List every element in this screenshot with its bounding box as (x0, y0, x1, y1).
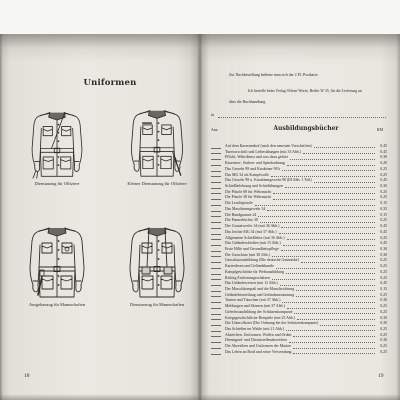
book-title: Das Gewehr 98 und Karabiner 98 k (225, 166, 281, 171)
leader-dots (293, 336, 375, 337)
leader-dots (272, 279, 375, 280)
top-edge-shadow (0, 34, 400, 62)
book-title: Gefechtsausbildung der Schützenkompanie (225, 309, 293, 314)
book-price: 0,25 (380, 258, 387, 263)
page-number: 18 (24, 373, 30, 379)
quantity-blank (211, 339, 221, 343)
leader-dots (283, 245, 375, 246)
book-title: Der Granatwerfer 34 (mit 36 Abb.) (225, 224, 280, 229)
book-title: Kriegsgeschichtliche Beispiele (mit 25 Abb.) (225, 315, 296, 320)
book-price: 0,30 (380, 298, 387, 303)
quantity-blank (211, 259, 221, 263)
book-title: Abzeichen, Uniformen, Waffen und Orden (225, 332, 292, 337)
book-price: 0,45 (380, 229, 387, 234)
book-title: Erste Hilfe und Gesundheitspflege (225, 246, 279, 251)
leader-dots (320, 325, 375, 326)
uniform-figure (5, 108, 109, 186)
book-price: 0,25 (380, 264, 387, 269)
uniform-figure (113, 223, 200, 307)
book-price: 0,25 (380, 292, 387, 297)
leader-dots (286, 330, 375, 331)
quantity-blank (211, 213, 221, 217)
book-list (211, 144, 387, 356)
address-label: in (211, 113, 215, 117)
book-title: Dienstgrad- und Dienststellenabzeichen (225, 338, 288, 343)
book-title: Das Geländeweisen (mit 12 Abb.) (225, 281, 278, 286)
book-price: 0,25 (380, 189, 387, 194)
leader-dots (297, 319, 375, 320)
book-title: Kartenlesen und Geländekunde (225, 264, 274, 269)
leader-dots (273, 199, 375, 200)
page-title: Uniformen (83, 78, 137, 88)
book-price: 0,25 (380, 309, 387, 314)
book-price: 0,45 (380, 281, 387, 286)
book-title: Das Geländeschießen (mit 15 Abb.) (225, 241, 281, 246)
quantity-blank (211, 156, 221, 160)
book-price: 0,45 (380, 241, 387, 246)
quantity-blank (211, 311, 221, 315)
leader-dots (272, 256, 375, 257)
book-title: Der Unteroffizier (Die Ordnung bei der Schützenkompanie) (225, 321, 319, 326)
quantity-blank (211, 333, 221, 337)
address-blank-line (218, 117, 386, 118)
quantity-blank (211, 145, 221, 149)
leader-dots (294, 313, 375, 314)
figure-caption: Ausgehanzug für Mannschaften (28, 302, 86, 307)
book-title: Meldungen und Skizzen (mit 37 Abb.) (225, 304, 285, 309)
book-price: 0,30 (380, 338, 387, 343)
book-price: 0,30 (380, 155, 387, 160)
officer-service-uniform-sketch (29, 108, 85, 180)
order-instruction: Zur Nachbestellung bediene man sich der 2 Pf. Postkarte. (229, 73, 319, 77)
book-price: 0,25 (380, 172, 387, 177)
figure-caption: Dienstanzug für Offiziere (34, 181, 80, 186)
book-price: 0,30 (380, 246, 387, 251)
leader-dots (282, 302, 375, 303)
book-title: Die Abzeichen und Uniformen der Marine (225, 344, 292, 349)
enlisted-service-uniform-sketch (126, 223, 188, 301)
quantity-blank (211, 276, 221, 280)
leader-dots (293, 353, 375, 354)
leader-dots (290, 159, 375, 160)
open-booklet (0, 34, 400, 400)
book-price: 0,20 (380, 161, 387, 166)
book-title: Das Maschinengewehr 34 (225, 206, 266, 211)
book-price: 0,25 (380, 349, 387, 354)
book-title: Geländebeurteilung und Geländeausnutzung (225, 292, 295, 297)
leader-dots (296, 296, 375, 297)
book-title: Pflicht, Wehrdienst und was dazu gehört (225, 155, 288, 160)
leader-dots (280, 285, 375, 286)
book-title: Kasernen-, Stuben- und Spindordnung (225, 161, 285, 166)
quantity-blank (211, 236, 221, 240)
quantity-blank (211, 231, 221, 235)
enlisted-walking-out-uniform-sketch (27, 223, 87, 301)
book-price: 0,15 (380, 201, 387, 206)
book-price: 0,45 (380, 178, 387, 183)
uniform-figure (113, 106, 200, 186)
book-price: 0,35 (380, 206, 387, 211)
quantity-blank (211, 179, 221, 183)
book-title: Schießbelehrung und Schießübungen (225, 184, 283, 189)
quantity-blank (211, 202, 221, 206)
leader-dots (276, 268, 375, 269)
left-page (0, 34, 200, 400)
book-price: 0,30 (380, 184, 387, 189)
order-instruction: Ich bestelle beim Verlag Offene Worte, Berlin W 35, für die Lieferung an (248, 89, 362, 93)
book-price: 0,25 (380, 195, 387, 200)
quantity-blank (211, 328, 221, 332)
book-price: 0,45 (380, 149, 387, 154)
leader-dots (258, 216, 375, 217)
book-price: 0,25 (380, 275, 387, 280)
book-title: Die Pistole 08 für Wehrmacht (225, 189, 272, 194)
officer-small-service-uniform-sketch (128, 106, 186, 180)
book-price: 0,45 (380, 144, 387, 148)
column-header-price: RM (377, 128, 384, 132)
book-price: 0,30 (380, 321, 387, 326)
book-row (211, 350, 387, 356)
quantity-blank (211, 351, 221, 355)
book-title: Das Schießen im Walde (mit 21 Abb.) (225, 327, 285, 331)
quantity-blank (211, 299, 221, 303)
leader-dots (287, 239, 375, 240)
leader-dots (255, 205, 375, 206)
leader-dots (314, 147, 375, 148)
leader-dots (282, 170, 375, 171)
book-title: Das Gewehr 98 u. Karabinergewehr 98 (III Abb. 1 Teil) (225, 178, 312, 183)
column-header-quantity: Anz. (211, 128, 219, 132)
quantity-blank (211, 322, 221, 326)
leader-dots (281, 227, 375, 228)
book-title: Das leichte MG 34 (mit 37 Abb.) (225, 229, 277, 234)
book-title: Tarnen und Täuschen (mit 37 Abb.) (225, 298, 281, 303)
quantity-blank (211, 150, 221, 154)
book-title: Das Leben an Bord und seine Verwendung (225, 349, 292, 354)
bottom-edge-shadow (0, 394, 400, 400)
leader-dots (260, 222, 375, 223)
book-title: Die Pistole 38 für Wehrmacht (225, 195, 272, 200)
quantity-blank (211, 219, 221, 223)
book-title: Der Marschkompaß und die Marschrichtung (225, 286, 295, 291)
leader-dots (281, 250, 375, 251)
book-price: 0,25 (380, 166, 387, 171)
quantity-blank (211, 185, 221, 189)
quantity-blank (211, 316, 221, 320)
quantity-blank (211, 288, 221, 292)
order-instruction: über die Buchhandlung (229, 100, 266, 104)
book-price: 0,25 (380, 218, 387, 223)
book-title: Auf dem Kasernenhof (nach den neuesten Vorschriften) (225, 144, 312, 148)
quantity-blank (211, 253, 221, 257)
quantity-blank (211, 265, 221, 269)
quantity-blank (211, 248, 221, 252)
leader-dots (286, 273, 375, 274)
book-title: Turnvorschrift und Leibesübungen (mit 33 Abb.) (225, 149, 302, 154)
quantity-blank (211, 271, 221, 275)
quantity-blank (211, 282, 221, 286)
quantity-blank (211, 345, 221, 349)
book-price: 0,25 (380, 332, 387, 337)
leader-dots (303, 153, 375, 154)
leader-dots (267, 210, 375, 211)
book-title: Kampfgeschichte für Wehrausbildung (225, 269, 285, 274)
book-price: 0,25 (380, 327, 387, 331)
leader-dots (314, 182, 375, 183)
book-price: 0,25 (380, 344, 387, 349)
book-price: 0,30 (380, 315, 387, 320)
page-number: 19 (378, 373, 384, 379)
book-price: 0,15 (380, 286, 387, 291)
quantity-blank (211, 293, 221, 297)
book-price: 0,30 (380, 252, 387, 257)
quantity-blank (211, 208, 221, 212)
leader-dots (271, 176, 375, 177)
book-title: Richtig Entfernungsschätzen (225, 275, 270, 280)
leader-dots (273, 193, 375, 194)
book-title: Die Handgranate 24 (225, 212, 257, 217)
book-price: 0,25 (380, 269, 387, 274)
quantity-blank (211, 190, 221, 194)
quantity-blank (211, 168, 221, 172)
book-title: Die Leuchtpistole (225, 201, 253, 206)
leader-dots (301, 262, 375, 263)
book-title: Das MG 34 als Kampfwaffe (225, 172, 270, 177)
quantity-blank (211, 225, 221, 229)
book-title: Gasschutzausbildung (Die deutsche Gasmaske) (225, 258, 299, 263)
leader-dots (287, 165, 375, 166)
leader-dots (296, 290, 375, 291)
quantity-blank (211, 305, 221, 309)
quantity-blank (211, 196, 221, 200)
gutter-shadow (190, 34, 210, 400)
section-title: Ausbildungsbücher (273, 125, 339, 132)
quantity-blank (211, 242, 221, 246)
figure-caption: Kleiner Dienstanzug für Offiziere (127, 181, 187, 186)
book-price: 0,25 (380, 304, 387, 309)
leader-dots (287, 308, 375, 309)
book-price: 0,25 (380, 235, 387, 240)
quantity-blank (211, 162, 221, 166)
uniform-figure (5, 223, 109, 307)
book-title: Allgemeine Schießlehre (mit 36 Abb.) (225, 235, 285, 240)
leader-dots (285, 187, 375, 188)
leader-dots (289, 342, 375, 343)
figure-caption: Dienstanzug für Mannschaften (129, 302, 185, 307)
quantity-blank (211, 173, 221, 177)
right-page (200, 34, 400, 400)
book-title: Die Panzerbüchse 38 (225, 218, 258, 223)
book-price: 0,45 (380, 224, 387, 229)
leader-dots (279, 233, 375, 234)
book-title: Der Gasschutz (mit 38 Abb.) (225, 252, 270, 257)
leader-dots (293, 348, 375, 349)
book-price: 0,15 (380, 212, 387, 217)
